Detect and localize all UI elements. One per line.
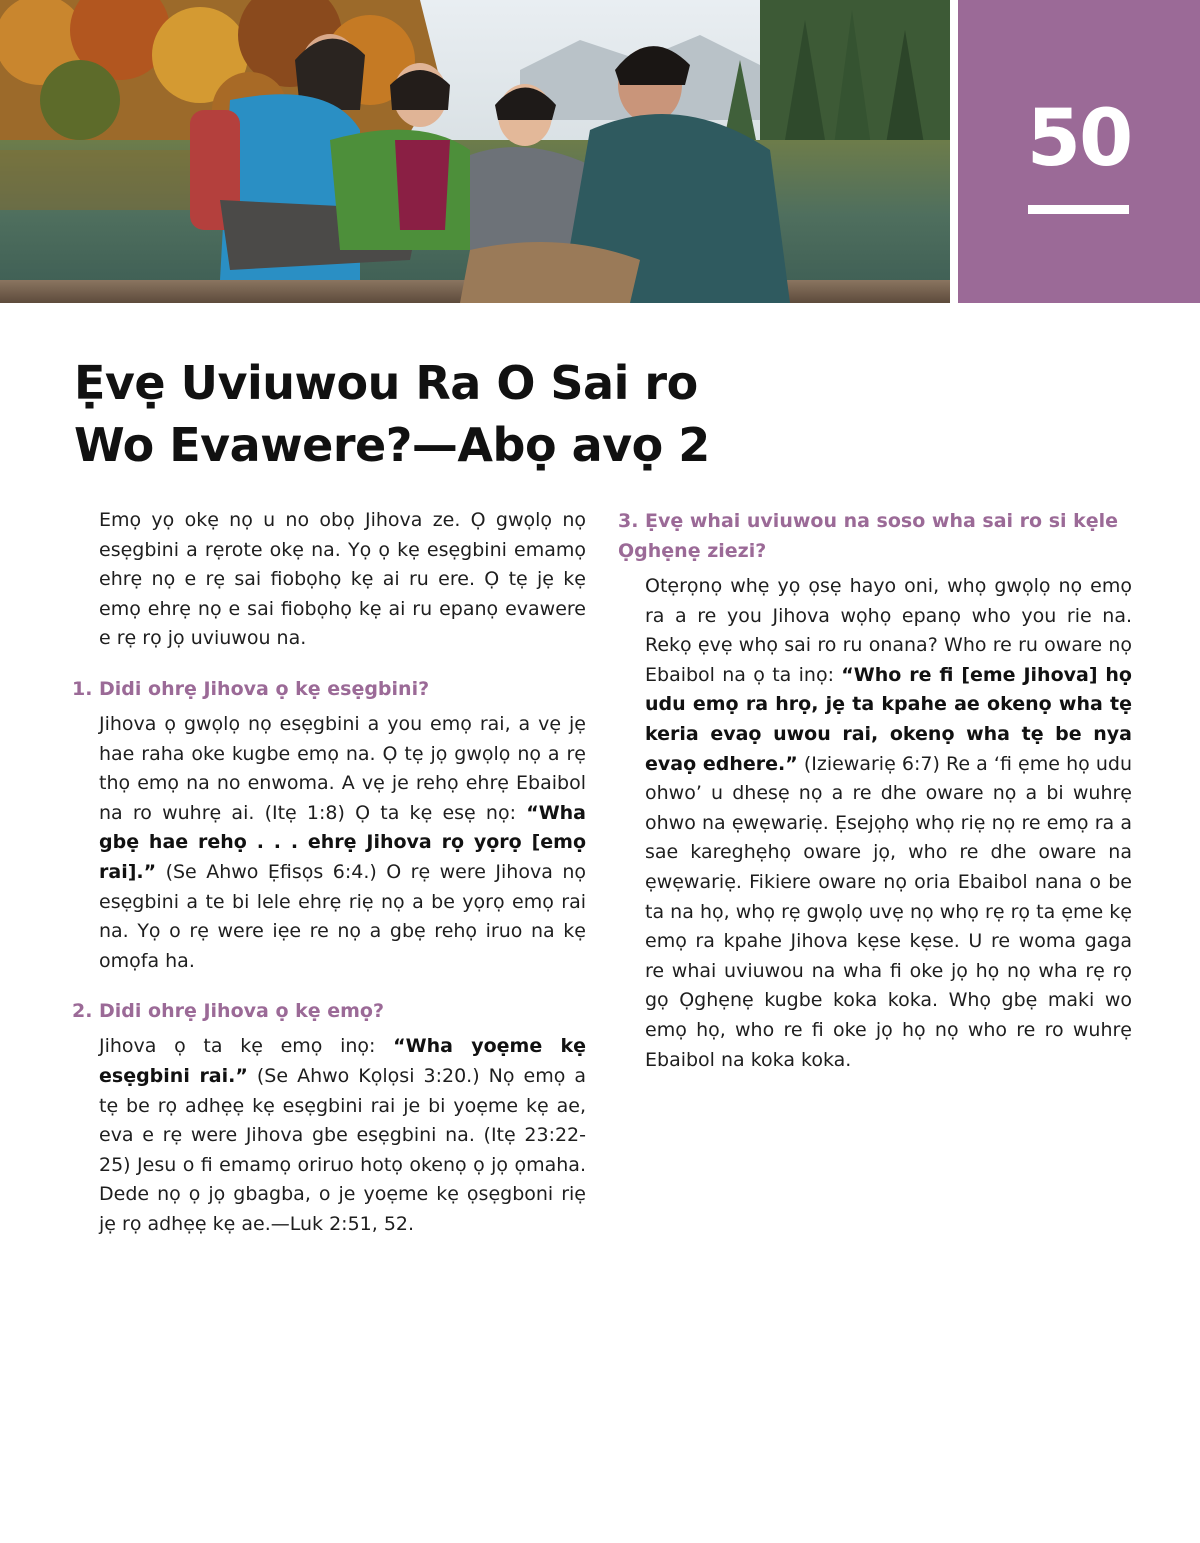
- answer-text: (Iziewariẹ 6:7) Re a ‘fi ẹme họ udu ohwo’ u dhesẹ nọ a re dhe oware nọ a bi wuhrẹ ohwo na ẹwẹwariẹ. Ẹsejọhọ whọ riẹ nọ re emọ ra a sae kareghẹhọ oware jọ, who re dhe oware na ẹwẹwariẹ. Fikiere oware nọ oria Ebaibol nana o be ta na họ, whọ rẹ gwọlọ uvẹ nọ whọ rẹ rọ ta ẹme kẹ emọ ra kpahe Jihova kẹse kẹse. U re woma gaga re whai uviuwou na wha fi oke jọ họ nọ wha rẹ rọ gọ Ọghẹnẹ kugbe koka koka. Whọ gbẹ maki wo emọ họ, who re fi oke jọ họ nọ who re ro wuhrẹ Ebaibol na koka koka.: [645, 752, 1132, 1071]
- title-line-1: Ẹvẹ Uviuwou Ra O Sai ro: [74, 356, 698, 410]
- question-number: 3.: [618, 510, 639, 532]
- answer-text: (Se Ahwo Ẹfisọs 6:4.) O rẹ were Jihova nọ esẹgbini a te bi lele ehrẹ riẹ nọ a be yọrọ emọ rai na. Yọ o rẹ were iẹe re nọ a gbẹ rehọ iruo na kẹ omọfa ha.: [99, 860, 586, 972]
- answer-text: Jihova ọ ta kẹ emọ inọ:: [99, 1035, 394, 1058]
- family-photo-icon: [0, 0, 950, 303]
- title-line-2: Wo Evawere?—Abọ avọ 2: [74, 418, 710, 472]
- answer-2: [72, 1032, 586, 1239]
- answer-text: Jihova ọ gwọlọ nọ esẹgbini a you emọ rai, a vẹ jẹ hae raha oke kugbe emọ na. Ọ tẹ jọ gwọlọ nọ a rẹ thọ emọ na no enwoma. A vẹ je rehọ ehrẹ Ebaibol na ro wuhrẹ ai. (Itẹ 1:8) Ọ ta kẹ esẹ nọ:: [99, 712, 586, 824]
- question-1: [72, 674, 586, 704]
- scripture-quote: “Who re fi [eme Jihova] họ udu emọ ra hrọ, jẹ ta kpahe ae okenọ wha tẹ keria evaọ uwou rai, okenọ wha tẹ be nya evaọ edhere.”: [645, 663, 1132, 775]
- lesson-number: 50: [1026, 94, 1132, 184]
- question-number: 2.: [72, 1000, 93, 1023]
- question-3: [618, 506, 1132, 566]
- answer-1: [72, 710, 586, 976]
- hero-photo: [0, 0, 950, 303]
- question-text: Didi ohrẹ Jihova ọ kẹ emọ?: [99, 1000, 385, 1023]
- right-column: [618, 506, 1132, 1075]
- answer-3: [618, 572, 1132, 1075]
- lesson-badge: [958, 0, 1200, 303]
- page-title: [74, 352, 934, 476]
- question-number: 1.: [72, 677, 93, 700]
- question-2: [72, 996, 586, 1026]
- scripture-quote: “Wha yoẹme kẹ esẹgbini rai.”: [99, 1035, 586, 1087]
- question-text: Didi ohrẹ Jihova ọ kẹ esẹgbini?: [99, 677, 430, 700]
- answer-text: Otẹrọnọ whẹ yọ ọsẹ hayo oni, whọ gwọlọ nọ emọ ra a re you Jihova wọhọ epanọ who you rie na. Rekọ ẹvẹ whọ sai ro ru onana? Who re ru oware nọ Ebaibol na ọ ta inọ:: [645, 575, 1132, 686]
- left-column: [72, 506, 586, 1239]
- lesson-number-underline: [1028, 205, 1129, 214]
- answer-text: (Se Ahwo Kọlọsi 3:20.) Nọ emọ a tẹ be rọ adhẹẹ kẹ esẹgbini rai je bi yoẹme kẹ ae, eva e rẹ were Jihova gbe esẹgbini na. (Itẹ 23:22-25) Jesu o fi emamọ oriruo hotọ okenọ ọ jọ ọmaha. Dede nọ ọ jọ gbagba, o je yoẹme kẹ ọsẹgboni riẹ jẹ rọ adhẹẹ kẹ ae.—Luk 2:51, 52.: [99, 1064, 587, 1235]
- intro-paragraph: Emọ yọ okẹ nọ u no obọ Jihova ze. Ọ gwọlọ nọ esẹgbini a rẹrote okẹ na. Yọ ọ kẹ esẹgbini emamọ ehrẹ nọ e rẹ sai fiobọhọ kẹ ai ru ere. Ọ tẹ jẹ kẹ emọ ehrẹ nọ e sai fiobọhọ kẹ ai ru epanọ evawere e rẹ rọ jọ uviuwou na.: [99, 509, 586, 650]
- scripture-quote: “Wha gbẹ hae rehọ . . . ehrẹ Jihova rọ yọrọ [emọ rai].”: [99, 801, 586, 883]
- question-text: Ẹvẹ whai uviuwou na soso wha sai ro si kẹle Ọghẹnẹ ziezi?: [618, 510, 1119, 562]
